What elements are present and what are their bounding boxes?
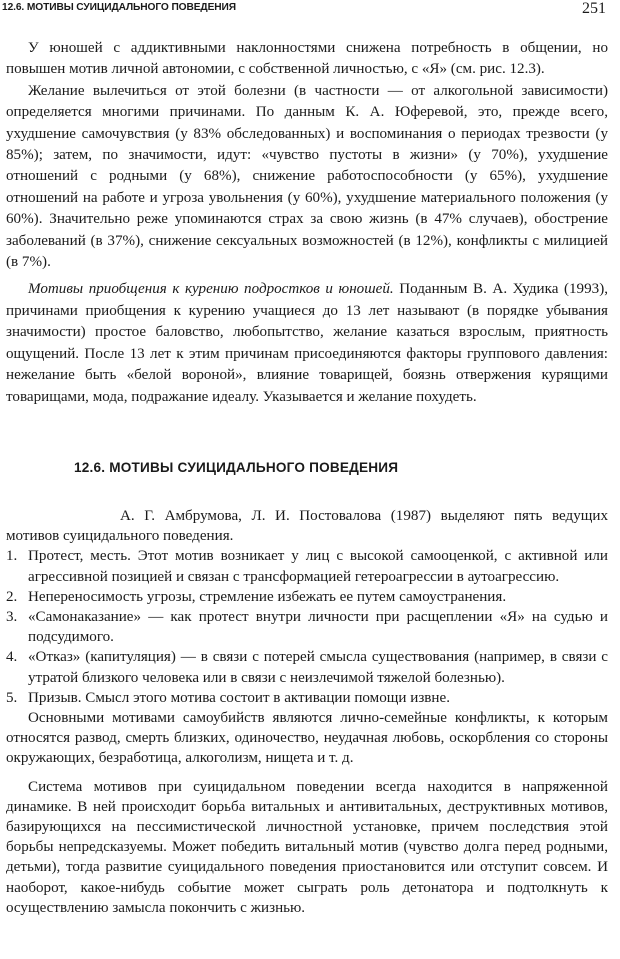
body-text-top	[6, 38, 608, 408]
list-text: Протест, месть. Этот мотив возникает у лиц с высокой самооценкой, с активной или агрессивной позицией и связан с трансформацией гетероагрессии в аутоагрессию.	[28, 548, 608, 585]
section-heading: 12.6. МОТИВЫ СУИЦИДАЛЬНОГО ПОВЕДЕНИЯ	[74, 460, 399, 475]
list-text: «Отказ» (капитуляция) — в связи с потерей смысла существования (например, в связи с утратой близкого человека или в связи с неизлечимой тяжелой болезнью).	[28, 649, 608, 686]
list-item	[6, 587, 608, 607]
list-number: 3.	[6, 609, 18, 626]
smoking-text: Поданным В. А. Худика (1993), причинами приобщения к курению учащиеся до 13 лет называют (в порядке убывания значимости) простое баловство, любопытство, желание казаться взрослым, приятность ощущений. После 13 лет к этим причинам присоединяются факторы группового давления: нежелание быть «белой вороной», влияние товарищей, боязнь отвержения курящими товарищами, мода, подражание идеалу. Указывается и желание похудеть.	[6, 281, 608, 405]
section-intro: А. Г. Амбрумова, Л. И. Постовалова (1987) выделяют пять ведущих мотивов суицидального поведения.	[6, 508, 608, 545]
list-item	[6, 607, 608, 647]
list-number: 5.	[6, 689, 18, 706]
list-text: Непереносимость угрозы, стремление избежать ее путем самоустранения.	[28, 588, 507, 605]
paragraph-suicide-causes: Основными мотивами самоубийств являются лично-семейные конфликты, к которым относятся развод, смерть близких, одиночество, неудачная любовь, оскорбления со стороны окружающих, безработица, алкоголизм, нищета и т. д.	[6, 710, 608, 767]
smoking-title: Мотивы приобщения к курению подростков и юношей.	[28, 281, 394, 298]
paragraph-autonomy: У юношей с аддиктивными наклонностями снижена потребность в общении, но повышен мотив личной автономии, с собственной личностью, с «Я» (см. рис. 12.3).	[6, 40, 608, 78]
paragraph-smoking	[6, 279, 608, 407]
page-number: 251	[582, 0, 606, 17]
list-number: 4.	[6, 649, 18, 666]
paragraph-motive-system: Система мотивов при суицидальном поведении всегда находится в напряженной динамике. В ней происходит борьба витальных и антивитальных, деструктивных мотивов, базирующихся на пессимистической личностной установке, причем последствия этой борьбы непредсказуемы. Может победить витальный мотив (чувство долга перед родными, детьми), тогда развитие суицидального поведения приостановится или отступит совсем. И наоборот, какое-нибудь событие может сыграть роль детонатора и подтолкнуть к осуществлению замысла покончить с жизнью.	[6, 778, 608, 916]
list-text: «Самонаказание» — как протест внутри личности при расщеплении «Я» на судью и подсудимого.	[28, 609, 608, 646]
paragraph-recovery-motives: Желание вылечиться от этой болезни (в частности — от алкогольной зависимости) определяется многими причинами. По данным К. А. Юферевой, это, прежде всего, ухудшение самочувствия (у 83% обследованных) и воспоминания о периодах трезвости (у 85%); затем, по значимости, идут: «чувство пустоты в жизни» (у 70%), ухудшение отношений с родными (у 68%), снижение работоспособности (у 65%), ухудшение отношений на работе и угроза увольнения (у 60%), ухудшение материального положения (у 60%). Значительно реже упоминаются страх за свою жизнь (в 47% случаев), обострение заболеваний (в 37%), снижение сексуальных возможностей (в 12%), конфликты с милицией (в 7%).	[6, 82, 608, 271]
list-item	[6, 546, 608, 586]
motives-list	[6, 546, 608, 708]
list-item	[6, 688, 608, 708]
list-number: 2.	[6, 588, 18, 605]
list-number: 1.	[6, 548, 18, 565]
list-text: Призыв. Смысл этого мотива состоит в активации помощи извне.	[28, 689, 450, 706]
list-item	[6, 647, 608, 687]
section-body	[6, 506, 608, 918]
running-head: 12.6. МОТИВЫ СУИЦИДАЛЬНОГО ПОВЕДЕНИЯ	[2, 2, 236, 13]
